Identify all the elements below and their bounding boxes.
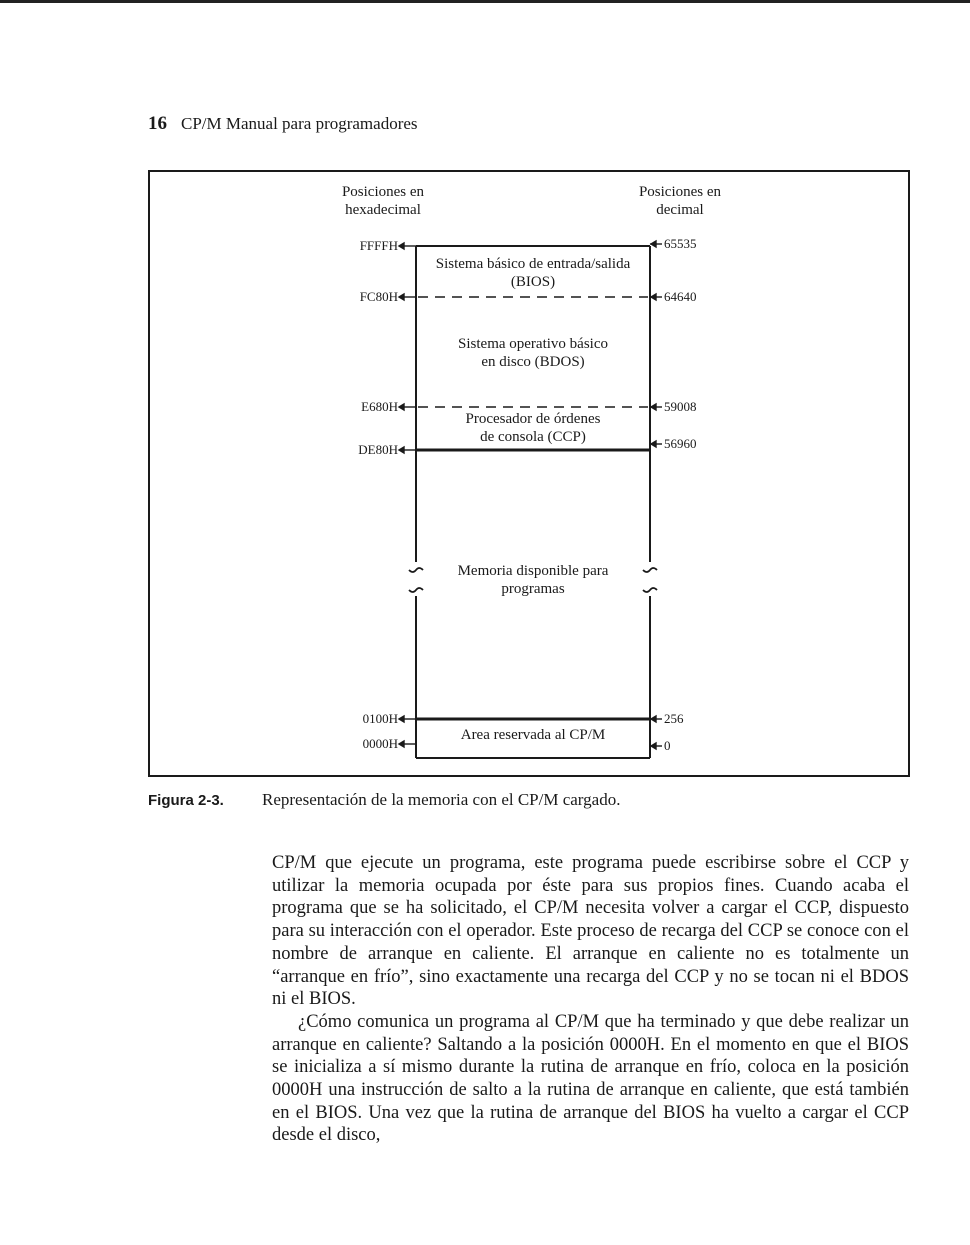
hex-heading-line1: Posiciones en bbox=[341, 184, 425, 200]
hex-address-fc80h: FC80H bbox=[359, 289, 398, 304]
bios-label-line1: Sistema básico de entrada/salida bbox=[435, 256, 631, 272]
hex-heading-line2: hexadecimal bbox=[345, 202, 421, 218]
decimal-address-0: 0 bbox=[664, 738, 671, 753]
tpa-label-line2: programas bbox=[501, 581, 565, 597]
figure-caption-text: Representación de la memoria con el CP/M cargado. bbox=[262, 790, 621, 809]
bdos-label-line2: en disco (BDOS) bbox=[481, 354, 585, 370]
bios-label-line2: (BIOS) bbox=[510, 274, 556, 290]
page-number: 16 bbox=[148, 113, 167, 134]
reserved-label-line1: Area reservada al CP/M bbox=[460, 727, 606, 743]
hex-address-de80h: DE80H bbox=[358, 442, 398, 457]
decimal-address-65535: 65535 bbox=[664, 236, 697, 251]
bdos-label-line1: Sistema operativo básico bbox=[458, 336, 608, 352]
bios-region-label bbox=[418, 255, 648, 291]
ccp-region-label bbox=[418, 410, 648, 446]
paragraph-2: ¿Cómo comunica un programa al CP/M que ha terminado y que debe realizar un arranque en caliente? Saltando a la posición 0000H. En el momento en que el BIOS se inicializa a sí mismo durante la rutina de arranque en frío, coloca en la posición 0000H una instrucción de salto a la rutina de arranque en caliente, que está también en el BIOS. Una vez que la rutina de arranque del BIOS ha vuelto a cargar el CCP desde el disco, bbox=[272, 1011, 909, 1146]
running-title: CP/M Manual para programadores bbox=[181, 114, 418, 133]
decimal-address-56960: 56960 bbox=[664, 436, 697, 451]
tpa-region-label bbox=[418, 562, 648, 598]
figure-caption-label bbox=[148, 790, 224, 810]
decimal-heading-line1: Posiciones en bbox=[638, 184, 722, 200]
right-pointer-arrows bbox=[650, 241, 662, 749]
decimal-column-heading bbox=[615, 183, 745, 219]
decimal-address-64640: 64640 bbox=[664, 289, 697, 304]
decimal-address-59008: 59008 bbox=[664, 399, 697, 414]
hex-address-e680h: E680H bbox=[361, 399, 398, 414]
tpa-label-line1: Memoria disponible para bbox=[457, 563, 609, 579]
body-text bbox=[272, 852, 909, 1147]
reserved-region-label bbox=[418, 726, 648, 744]
decimal-heading-line2: decimal bbox=[656, 202, 704, 218]
hex-address-ffffh: FFFFH bbox=[359, 238, 398, 253]
figure-number: Figura 2-3. bbox=[148, 792, 224, 809]
paragraph-1: CP/M que ejecute un programa, este programa puede escribirse sobre el CCP y utilizar la memoria ocupada por éste para sus propios fines. Cuando acaba el programa que se ha solicitado, el CP/M necesita volver a cargar el CCP, dispuesto para su interacción con el operador. Este proceso de recarga del CCP se conoce con el nombre de arranque en caliente. El arranque en caliente no es totalmente un “arranque en frío”, sino exactamente una recarga del CCP y no se tocan ni el BDOS ni el BIOS. bbox=[272, 853, 909, 1010]
hex-address-0000h: 0000H bbox=[362, 736, 398, 751]
ccp-label-line2: de consola (CCP) bbox=[480, 429, 586, 445]
left-pointer-arrows bbox=[399, 243, 416, 747]
decimal-address-256: 256 bbox=[664, 711, 684, 726]
hex-column-heading bbox=[318, 183, 448, 219]
bdos-region-label bbox=[418, 335, 648, 371]
ccp-label-line1: Procesador de órdenes bbox=[465, 411, 601, 427]
hex-address-0100h: 0100H bbox=[362, 711, 398, 726]
